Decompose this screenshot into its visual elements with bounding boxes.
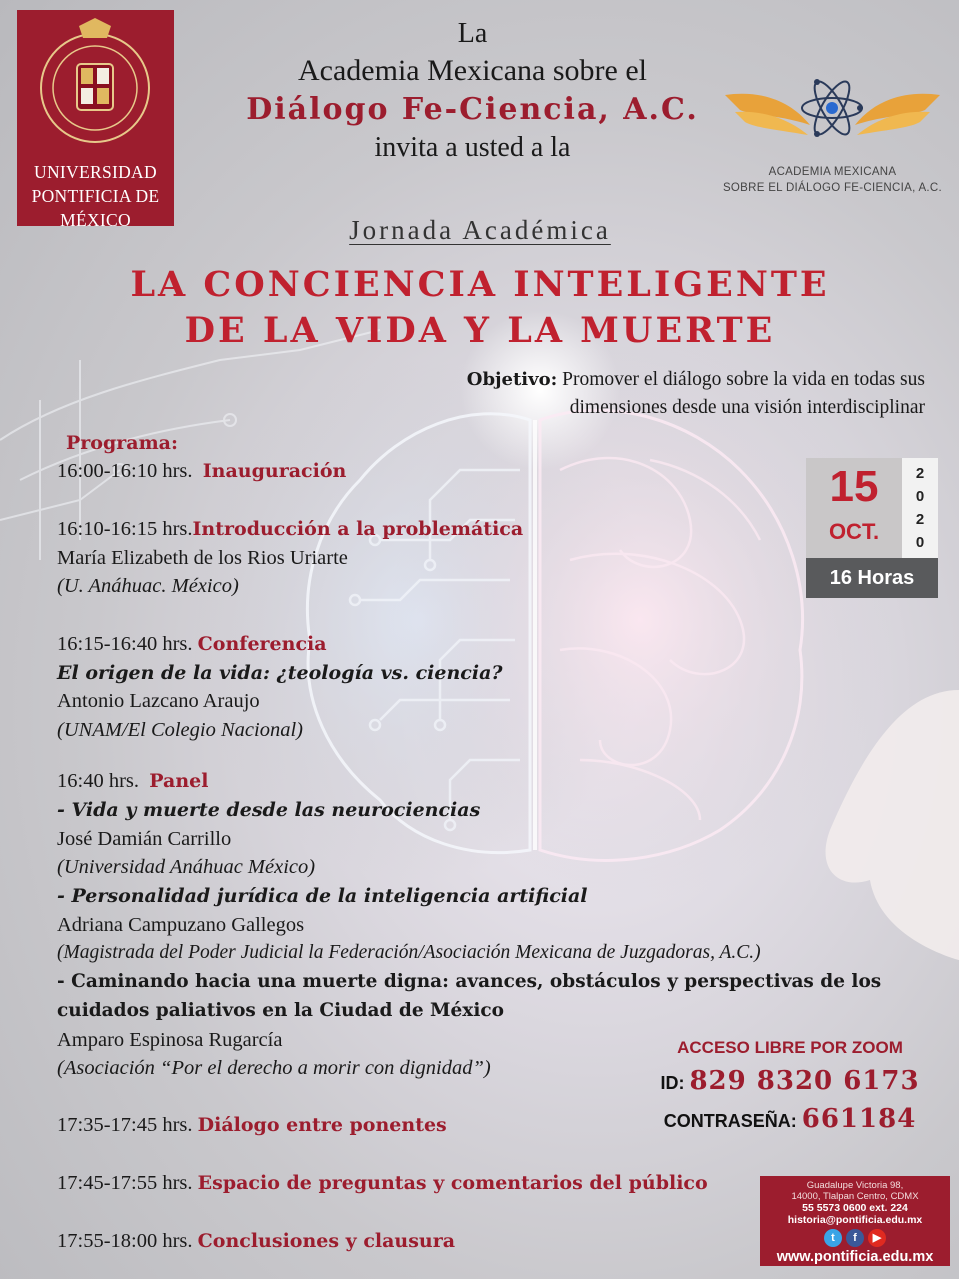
atom-wings-icon — [720, 70, 945, 160]
speaker-name: Adriana Campuzano Gallegos — [57, 914, 305, 936]
speaker-affiliation: (Universidad Anáhuac México) — [57, 856, 316, 878]
speaker-name: Antonio Lazcano Araujo — [57, 690, 260, 712]
speaker-affiliation: (UNAM/El Colegio Nacional) — [57, 719, 303, 741]
contact-website-link[interactable]: www.pontificia.edu.mx — [776, 1249, 934, 1265]
event-title-line1: LA CONCIENCIA INTELIGENTE — [130, 264, 830, 305]
zoom-password: CONTRASEÑA: 661184 — [663, 1104, 917, 1134]
program-item: 17:35-17:45 hrs. Diálogo entre ponentes — [57, 1114, 447, 1136]
zoom-access — [640, 1038, 940, 1134]
date-hours: 16 Horas — [806, 558, 938, 598]
program-heading: Programa: — [66, 432, 179, 454]
program-item: 17:55-18:00 hrs. Conclusiones y clausura — [57, 1230, 456, 1252]
zoom-id: ID: 829 8320 6173 — [660, 1066, 920, 1096]
header-academia: Academia Mexicana sobre el — [298, 54, 647, 87]
contact-address-line1: Guadalupe Victoria 98, — [806, 1180, 904, 1191]
panel-topic-cont: cuidados paliativos en la Ciudad de México — [57, 1000, 504, 1021]
program-item: 16:00-16:10 hrs. Inauguración — [57, 460, 347, 482]
event-objective — [285, 366, 925, 422]
twitter-icon[interactable]: t — [824, 1229, 842, 1247]
objective-text-line2: dimensiones desde una visión interdisciplinar — [569, 397, 925, 418]
panel-topic: - Caminando hacia una muerte digna: avances, obstáculos y perspectivas de los — [57, 971, 882, 992]
social-icons — [760, 1229, 950, 1247]
header-dialogo: Diálogo Fe-Ciencia, A.C. — [246, 92, 699, 127]
event-date-box — [806, 458, 938, 598]
program-item: 16:15-16:40 hrs. Conferencia — [57, 633, 327, 655]
date-day: 15 — [829, 462, 879, 511]
panel-topic: - Personalidad jurídica de la inteligencia artificial — [57, 885, 588, 907]
youtube-icon[interactable]: ▶ — [868, 1229, 886, 1247]
university-crest-icon — [37, 16, 154, 156]
talk-topic: El origen de la vida: ¿teología vs. ciencia? — [57, 662, 503, 684]
contact-email[interactable]: historia@pontificia.edu.mx — [787, 1214, 923, 1226]
date-month: OCT. — [828, 519, 880, 544]
speaker-name: Amparo Espinosa Rugarcía — [57, 1029, 283, 1051]
zoom-password-value: 661184 — [801, 1104, 917, 1134]
contact-box — [760, 1176, 950, 1266]
academia-logo-line2: SOBRE EL DIÁLOGO FE-CIENCIA, A.C. — [722, 182, 943, 194]
panel-topic: - Vida y muerte desde las neurociencias — [57, 799, 481, 821]
header-invita: invita a usted a la — [374, 132, 571, 163]
university-logo — [17, 10, 174, 230]
speaker-affiliation: (U. Anáhuac. México) — [57, 575, 239, 597]
academia-logo-line1: ACADEMIA MEXICANA — [768, 166, 897, 178]
speaker-affiliation: (Magistrada del Poder Judicial la Federación/Asociación Mexicana de Juzgadoras, A.C.) — [57, 942, 761, 963]
objective-label: Objetivo: — [466, 369, 558, 390]
speaker-name: María Elizabeth de los Rios Uriarte — [57, 547, 348, 569]
facebook-icon[interactable]: f — [846, 1229, 864, 1247]
program-item: 16:40 hrs. Panel — [57, 770, 209, 792]
contact-phone: 55 5573 0600 ext. 224 — [802, 1202, 908, 1214]
speaker-name: José Damián Carrillo — [57, 828, 232, 850]
university-name: UNIVERSIDAD PONTIFICIA DE MÉXICO — [31, 162, 160, 230]
zoom-id-value: 829 8320 6173 — [689, 1066, 920, 1096]
program-item: 16:10-16:15 hrs.Introducción a la problemática — [57, 518, 524, 540]
objective-text-line1: Promover el diálogo sobre la vida en todas sus — [562, 369, 925, 390]
zoom-heading: ACCESO LIBRE POR ZOOM — [677, 1038, 903, 1057]
academia-logo — [720, 70, 945, 200]
program-item: 17:45-17:55 hrs. Espacio de preguntas y comentarios del público — [57, 1172, 708, 1194]
contact-address-line2: 14000, Tlalpan Centro, CDMX — [791, 1191, 919, 1202]
speaker-affiliation: (Asociación “Por el derecho a morir con dignidad”) — [57, 1057, 491, 1079]
event-kind: Jornada Académica — [349, 215, 611, 245]
event-title-line2: DE LA VIDA Y LA MUERTE — [184, 310, 776, 351]
date-year: 2 0 2 0 — [915, 465, 925, 551]
header-line-la: La — [457, 18, 488, 49]
